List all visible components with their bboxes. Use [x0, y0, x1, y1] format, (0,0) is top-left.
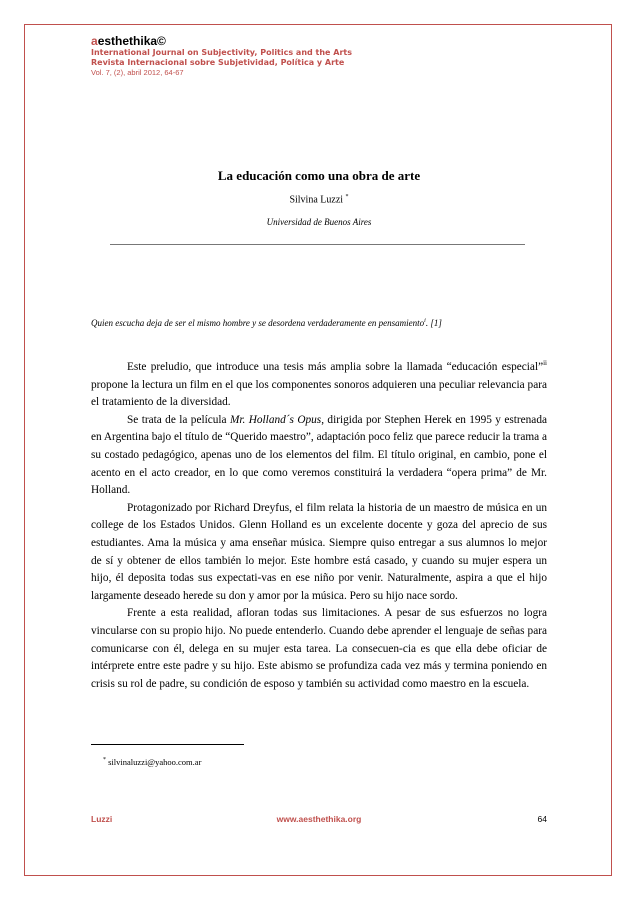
footnote-email: silvinaluzzi@yahoo.com.ar: [108, 757, 202, 767]
paragraph-4: Frente a esta realidad, afloran todas sus limitaciones. A pesar de sus esfuerzos no logra vincularse con su propio hijo. No puede entenderlo. Cuando debe aprender el lenguaje de señas para comunicarse con él, delega en su mujer esta tarea. La consecuen-cia es que ella debe oficiar de intérprete entre este padre y su hijo. Este abismo se profundiza cada vez más y termina poniendo en crisis su rol de padre, su condición de esposo y también su actividad como maestro en la escuela.: [91, 607, 547, 690]
article-affiliation: Universidad de Buenos Aires: [266, 217, 372, 227]
journal-subtitle-en: International Journal on Subjectivity, Politics and the Arts: [91, 48, 352, 57]
page-content: [91, 34, 547, 824]
journal-name-rest: esthethika: [97, 34, 158, 48]
paragraph-1: [91, 359, 547, 412]
paragraph-2-part-a: Se trata de la película: [127, 413, 230, 426]
journal-name-accent: a: [91, 34, 98, 48]
journal-name: [91, 34, 547, 48]
page-number: 64: [537, 814, 547, 824]
footnote-mark: *: [103, 757, 106, 764]
epigraph: [91, 318, 547, 328]
paragraph-3: Protagonizado por Richard Dreyfus, el film relata la historia de un maestro de música en un college de los Estados Unidos. Glenn Holland es un excelente docente y goza del aprecio de sus estudiantes. Ama la música y ama enseñar música. Siempre quiso entregar a sus alumnos lo mejor de sí y obtener de ellos también lo mejor. Este hombre está casado, y cuando su mujer espera un hijo, él deposita todas sus expectati-vas en ese niño por venir. Naturalmente, aspira a que el hijo largamente deseado herede su don y amor por la música. Pero su hijo nace sordo.: [91, 501, 547, 602]
article-author: [91, 194, 547, 205]
paragraph-1-note-mark: ii: [543, 359, 547, 368]
footer-website-link[interactable]: www.aesthethika.org: [276, 814, 362, 824]
journal-subtitle-es: Revista Internacional sobre Subjetividad, Política y Arte: [91, 58, 345, 67]
footnote-divider: [91, 744, 244, 745]
paragraph-2: [91, 412, 547, 500]
paragraph-2-part-b: , dirigida por Stephen Herek en 1995 y estrenada en Argentina bajo el título de “Querido maestro”, adaptación poco feliz que parece reducir la trama a su costado pedagógico, apenas uno de los elementos del film. El título original, en cambio, pone el acento en el acto creador, en lo que como veremos constituirá la verdadera “opera prima” de Mr. Holland.: [91, 413, 547, 497]
epigraph-text: Quien escucha deja de ser el mismo hombre y se desordena verdaderamente en pensamiento: [91, 318, 425, 328]
journal-volume: Vol. 7, (2), abril 2012, 64-67: [91, 68, 184, 77]
article-body: [91, 359, 547, 693]
title-divider: [110, 244, 525, 245]
author-footnote-mark: *: [345, 194, 349, 200]
paragraph-1-part-b: propone la lectura un film en el que los componentes sonoros adquieren una peculiar relevancia para el tratamiento de la diversidad.: [91, 378, 547, 409]
epigraph-ref: . [1]: [425, 318, 442, 328]
copyright-mark: ©: [157, 34, 166, 48]
article-title: La educación como una obra de arte: [217, 168, 421, 183]
footnote: [103, 757, 201, 767]
epigraph-note-mark: i: [424, 318, 426, 324]
film-title: Mr. Holland´s Opus: [229, 413, 322, 426]
author-name: Silvina Luzzi: [289, 194, 344, 206]
paragraph-1-part-a: Este preludio, que introduce una tesis más amplia sobre la llamada “educación especial”: [127, 361, 544, 373]
footer-author: Luzzi: [91, 814, 113, 824]
